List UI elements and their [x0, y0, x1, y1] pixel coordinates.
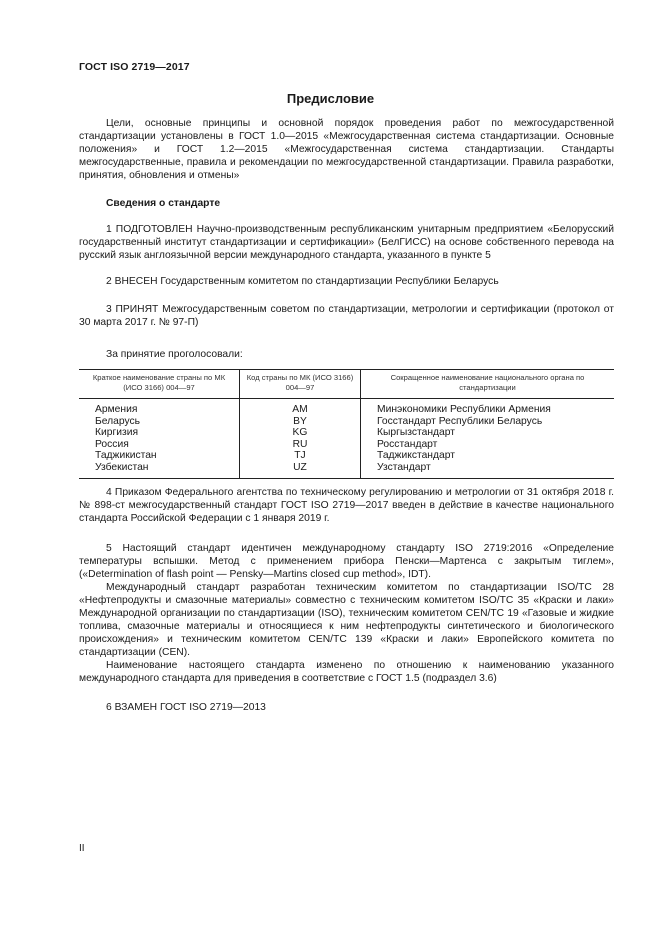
item-5-name-change-paragraph: Наименование настоящего стандарта изменено по отношению к наименованию указанного международного стандарта для приведения в соответствие с ГОСТ 1.5 (подраздел 3.6) [79, 660, 614, 684]
country-code-cell: AM [240, 399, 361, 416]
country-name-cell: Россия [95, 438, 129, 450]
country-code-cell: TJ [240, 450, 361, 462]
item-1-paragraph: 1 ПОДГОТОВЛЕН Научно-производственным республиканским унитарным предприятием «Белорусский государственный институт стандартизации и сертификации» (БелГИСС) на основе собственного перевода на русский язык англоязычной версии международного стандарта, указанного в пункте 5 [79, 224, 614, 261]
item-2-paragraph: 2 ВНЕСЕН Государственным комитетом по стандартизации Республики Беларусь [106, 276, 499, 287]
item-5-paragraph: 5 Настоящий стандарт идентичен международному стандарту ISO 2719:2016 «Определение температуры вспышки. Метод с применением прибора Пенски—Мартенса с закрытым тиглем», («Determination of flash point — Pensky—Martins closed cup method», IDT). [79, 543, 614, 580]
item-5-committee-paragraph: Международный стандарт разработан техническим комитетом по стандартизации ISO/TC 28 «Нефтепродукты и смазочные материалы» совместно с техническим комитетом ISO/TC 35 «Краски и лаки» Международной организации по стандартизации (ISO), техническим комитетом CEN/TC 19 «Газовые и жидкие топлива, смазочные материалы и относящиеся к ним нефтепродукты синтетического и биологического происхождения» и техническим комитетом CEN/TC 139 «Краски и лаки» Европейского комитета по стандартизации (CEN). [79, 582, 614, 658]
voted-label: За принятие проголосовали: [106, 349, 243, 360]
country-code-cell: BY [240, 416, 361, 428]
table-row [79, 427, 614, 439]
country-name-header: Краткое наименование страны по МК (ИСО 3166) 004—97 [79, 370, 240, 399]
country-name-cell: Узбекистан [79, 462, 240, 478]
item-3-paragraph: 3 ПРИНЯТ Межгосударственным советом по стандартизации, метрологии и сертификации (протокол от 30 марта 2017 г. № 97-П) [79, 304, 614, 328]
standards-body-cell: Кыргызстандарт [361, 427, 615, 439]
standards-body-cell: Госстандарт Республики Беларусь [361, 416, 615, 428]
standards-body-cell: Минэкономики Республики Армения [361, 399, 615, 416]
standards-body-header: Сокращенное наименование национального органа по стандартизации [361, 370, 615, 399]
country-name-cell: Таджикистан [95, 450, 157, 462]
country-code-cell: KG [240, 427, 361, 439]
country-code-header: Код страны по МК (ИСО 3166) 004—97 [240, 370, 361, 399]
table-row [79, 439, 614, 451]
section-title: Сведения о стандарте [106, 198, 221, 209]
country-name-cell: Беларусь [95, 415, 141, 427]
country-name-cell: Армения [95, 404, 138, 415]
table-header-row [79, 370, 614, 399]
page-number: II [79, 843, 85, 854]
country-code-cell: RU [240, 439, 361, 451]
table-row [79, 462, 614, 478]
document-header: ГОСТ ISO 2719—2017 [79, 61, 190, 73]
voting-table [79, 369, 614, 479]
country-code-cell: UZ [240, 462, 361, 478]
standards-body-cell: Узстандарт [361, 462, 615, 478]
table-row [79, 416, 614, 428]
table-row [79, 450, 614, 462]
country-name-cell: Киргизия [95, 427, 139, 439]
item-4-paragraph: 4 Приказом Федерального агентства по техническому регулированию и метрологии от 31 октября 2018 г. № 898-ст межгосударственный стандарт ГОСТ ISO 2719—2017 введен в действие в качестве национального стандарта Российской Федерации с 1 января 2019 г. [79, 487, 614, 524]
intro-paragraph: Цели, основные принципы и основной порядок проведения работ по межгосударственной стандартизации установлены в ГОСТ 1.0—2015 «Межгосударственная система стандартизации. Основные положения» и ГОСТ 1.2—2015 «Межгосударственная система стандартизации. Стандарты межгосударственные, правила и рекомендации по межгосударственной стандартизации. Правила разработки, принятия, обновления и отмены» [79, 118, 614, 181]
item-6-paragraph: 6 ВЗАМЕН ГОСТ ISO 2719—2013 [106, 702, 266, 713]
page-title: Предисловие [286, 91, 375, 106]
standards-body-cell: Росстандарт [361, 439, 615, 451]
standards-body-cell: Таджикстандарт [361, 450, 615, 462]
table-row [79, 399, 614, 416]
